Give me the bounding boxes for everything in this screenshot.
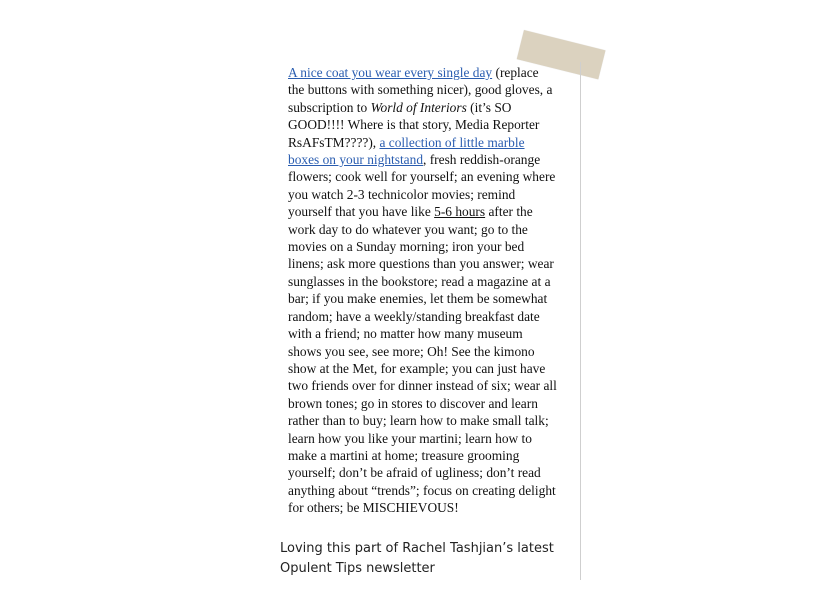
caption: [280, 539, 570, 579]
caption-line-1: Loving this part of Rachel Tashjian’s latest: [280, 541, 554, 556]
caption-line-2: Opulent Tips newsletter: [280, 561, 435, 576]
divider-line: [580, 62, 581, 580]
excerpt-text-4: after the work day to do whatever you want; go to the movies on a Sunday morning; iron your bed linens; ask more questions than you answer; wear sunglasses in the bookstore; read a magazine at a bar; if you make enemies, let them be somewhat random; have a weekly/standing breakfast date with a friend; no matter how many museum shows you see, see more; Oh! See the kimono show at the Met, for example; you can just have two friends over for dinner instead of six; wear all brown tones; go in stores to discover and learn rather than to buy; learn how to make small talk; learn how you like your martini; learn how to make a martini at home; treasure grooming yourself; don’t be afraid of ugliness; don’t read anything about “trends”; focus on creating delight for others; be MISCHIEVOUS!: [288, 204, 557, 516]
hours-underlined: 5-6 hours: [434, 204, 486, 220]
excerpt-text-1: (replace the buttons with something nicer), good gloves, a subscription to: [288, 65, 553, 115]
excerpt-text-3: , fresh reddish-orange flowers; cook well for yourself; an evening where you watch 2-3 technicolor movies; remind yourself that you have like: [288, 152, 556, 220]
magazine-title: World of Interiors: [370, 99, 467, 115]
excerpt-text-2: (it’s SO GOOD!!!! Where is that story, Media Reporter RsAFsTM????),: [288, 99, 540, 150]
marble-boxes-link[interactable]: a collection of little marble boxes on your nightstand: [288, 134, 525, 168]
newsletter-excerpt: [288, 64, 558, 517]
coat-link[interactable]: A nice coat you wear every single day: [288, 65, 493, 80]
